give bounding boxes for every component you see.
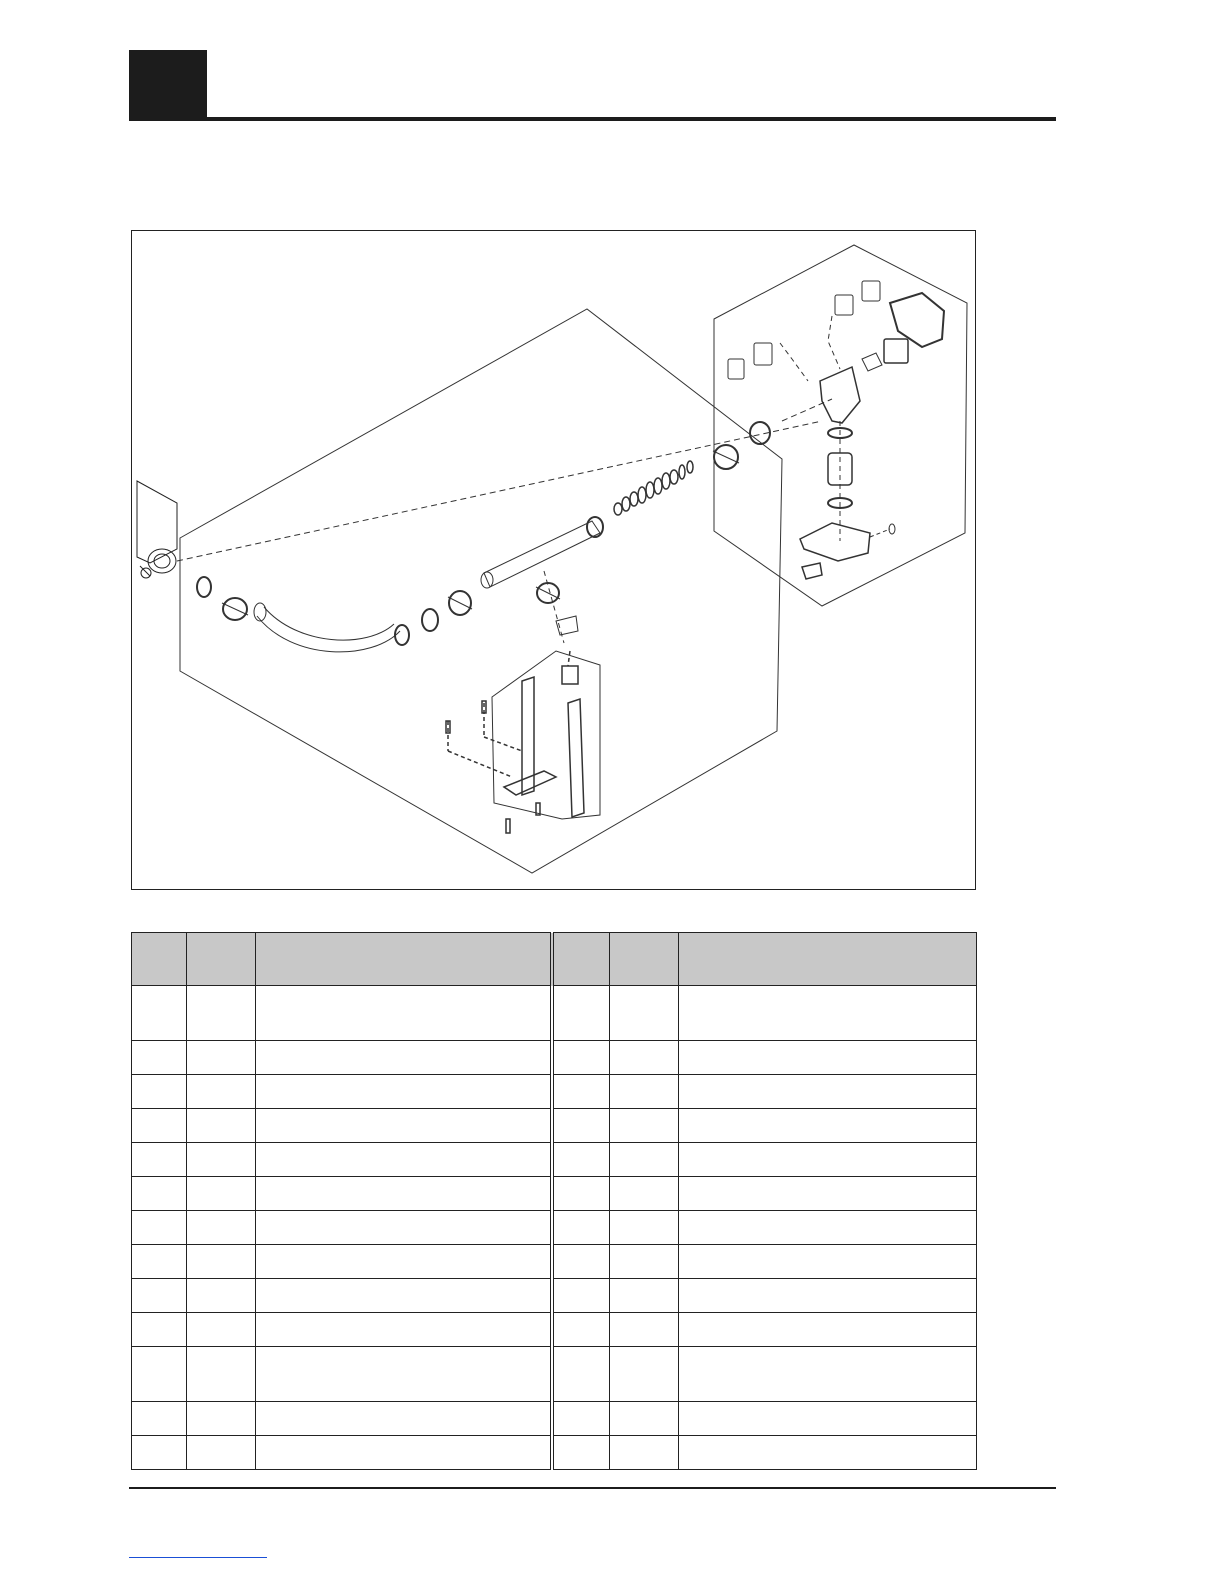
table-cell bbox=[256, 1109, 552, 1143]
table-cell bbox=[256, 986, 552, 1041]
table-cell bbox=[132, 1402, 187, 1436]
table-cell bbox=[552, 1347, 610, 1402]
table-cell bbox=[132, 1313, 187, 1347]
table-row bbox=[132, 986, 977, 1041]
table-cell bbox=[132, 1245, 187, 1279]
table-cell bbox=[256, 1075, 552, 1109]
sensor-switch bbox=[802, 563, 822, 579]
table-cell bbox=[610, 1347, 679, 1402]
footer-rule bbox=[129, 1487, 1056, 1489]
table-cell bbox=[552, 1143, 610, 1177]
table-cell bbox=[610, 1279, 679, 1313]
table-row bbox=[132, 1347, 977, 1402]
clamp-4 bbox=[713, 445, 739, 469]
table-cell bbox=[552, 1402, 610, 1436]
y-fitting bbox=[820, 367, 860, 423]
exploded-view-figure bbox=[131, 230, 976, 890]
table-cell bbox=[187, 1313, 256, 1347]
gasket-3 bbox=[835, 295, 853, 315]
table-cell bbox=[256, 1279, 552, 1313]
table-cell bbox=[256, 1313, 552, 1347]
auger-panel-outline bbox=[180, 309, 782, 873]
table-cell bbox=[187, 1143, 256, 1177]
table-cell bbox=[679, 1143, 977, 1177]
table-cell bbox=[132, 1177, 187, 1211]
table-cell bbox=[610, 1436, 679, 1470]
table-cell bbox=[552, 1279, 610, 1313]
clamp-2 bbox=[448, 591, 472, 615]
footer-link[interactable] bbox=[129, 1557, 267, 1558]
table-cell bbox=[187, 1109, 256, 1143]
support-legs bbox=[446, 651, 584, 833]
table-cell bbox=[132, 1075, 187, 1109]
table-cell bbox=[552, 986, 610, 1041]
header-cell bbox=[679, 933, 977, 986]
table-row bbox=[132, 1177, 977, 1211]
table-cell bbox=[552, 1109, 610, 1143]
table-row bbox=[132, 1313, 977, 1347]
table-row bbox=[132, 1279, 977, 1313]
table-cell bbox=[610, 1245, 679, 1279]
table-cell bbox=[187, 1211, 256, 1245]
table-header-row bbox=[132, 933, 977, 986]
table-row bbox=[132, 1109, 977, 1143]
table-cell bbox=[187, 1436, 256, 1470]
boiler-stub bbox=[137, 481, 177, 578]
exploded-diagram bbox=[132, 231, 977, 891]
table-cell bbox=[679, 1177, 977, 1211]
table-row bbox=[132, 1211, 977, 1245]
table-cell bbox=[132, 1279, 187, 1313]
table-cell bbox=[679, 1245, 977, 1279]
table-cell bbox=[679, 1211, 977, 1245]
table-cell bbox=[256, 1041, 552, 1075]
table-row bbox=[132, 1436, 977, 1470]
table-cell bbox=[552, 1211, 610, 1245]
table-cell bbox=[256, 1245, 552, 1279]
table-cell bbox=[132, 1109, 187, 1143]
gasket-1 bbox=[728, 359, 744, 379]
table-cell bbox=[187, 1402, 256, 1436]
table-cell bbox=[610, 1402, 679, 1436]
table-cell bbox=[256, 1436, 552, 1470]
table-cell bbox=[132, 986, 187, 1041]
parts-table bbox=[131, 932, 977, 1470]
table-cell bbox=[187, 1177, 256, 1211]
table-row bbox=[132, 1075, 977, 1109]
header-cell bbox=[132, 933, 187, 986]
table-cell bbox=[679, 1075, 977, 1109]
header-cell bbox=[552, 933, 610, 986]
table-cell bbox=[132, 1143, 187, 1177]
table-cell bbox=[132, 1211, 187, 1245]
table-cell bbox=[679, 1347, 977, 1402]
header-cell bbox=[256, 933, 552, 986]
gasket-2 bbox=[754, 343, 772, 365]
table-cell bbox=[679, 986, 977, 1041]
clamp-1 bbox=[222, 598, 248, 620]
table-cell bbox=[132, 1347, 187, 1402]
coupling bbox=[862, 353, 882, 371]
auger-spiral bbox=[614, 461, 693, 515]
table-cell bbox=[187, 1347, 256, 1402]
table-cell bbox=[679, 1313, 977, 1347]
table-cell bbox=[679, 1279, 977, 1313]
chapter-tab bbox=[129, 50, 207, 120]
flex-pipe bbox=[257, 607, 400, 652]
table-row bbox=[132, 1245, 977, 1279]
table-cell bbox=[679, 1041, 977, 1075]
table-cell bbox=[132, 1041, 187, 1075]
o-ring-1 bbox=[197, 577, 211, 597]
table-cell bbox=[256, 1347, 552, 1402]
table-cell bbox=[679, 1436, 977, 1470]
table-cell bbox=[679, 1109, 977, 1143]
table-cell bbox=[256, 1143, 552, 1177]
table-cell bbox=[187, 1041, 256, 1075]
base-mount bbox=[800, 523, 870, 561]
table-cell bbox=[187, 1279, 256, 1313]
header-rule bbox=[129, 117, 1056, 121]
table-cell bbox=[610, 1177, 679, 1211]
clamp-3 bbox=[536, 583, 560, 603]
table-cell bbox=[187, 1075, 256, 1109]
table-cell bbox=[610, 1143, 679, 1177]
header-cell bbox=[187, 933, 256, 986]
table-cell bbox=[552, 1313, 610, 1347]
motor-flange bbox=[884, 339, 908, 363]
table-cell bbox=[187, 1245, 256, 1279]
table-cell bbox=[679, 1402, 977, 1436]
table-cell bbox=[256, 1402, 552, 1436]
table-cell bbox=[610, 1313, 679, 1347]
table-cell bbox=[552, 1436, 610, 1470]
table-cell bbox=[187, 986, 256, 1041]
table-cell bbox=[552, 1177, 610, 1211]
table-cell bbox=[610, 1109, 679, 1143]
header-cell bbox=[610, 933, 679, 986]
table-cell bbox=[552, 1245, 610, 1279]
table-row bbox=[132, 1041, 977, 1075]
table-cell bbox=[610, 1041, 679, 1075]
table-row bbox=[132, 1143, 977, 1177]
o-ring-2 bbox=[422, 609, 438, 631]
table-cell bbox=[610, 1075, 679, 1109]
table-cell bbox=[132, 1436, 187, 1470]
table-cell bbox=[256, 1177, 552, 1211]
table-cell bbox=[552, 1075, 610, 1109]
straight-tube bbox=[484, 521, 600, 587]
table-cell bbox=[552, 1041, 610, 1075]
gasket-4 bbox=[862, 281, 880, 301]
table-cell bbox=[256, 1211, 552, 1245]
table-row bbox=[132, 1402, 977, 1436]
table-cell bbox=[610, 1211, 679, 1245]
table-cell bbox=[610, 986, 679, 1041]
